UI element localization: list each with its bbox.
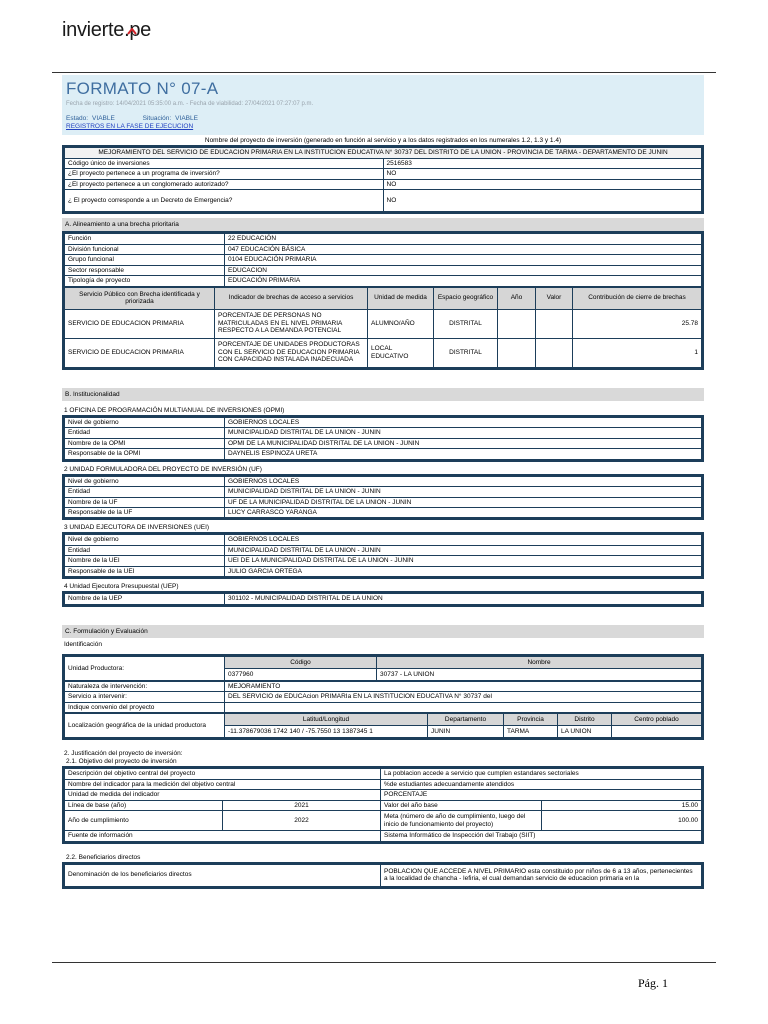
col-valor: Valor (536, 287, 573, 309)
uep-title: 4 Unidad Ejecutora Presupuestal (UEP) (64, 583, 179, 591)
cell-indicador: PORCENTAJE DE PERSONAS NO MATRICULADAS EN EL NIVEL PRIMARIA RESPECTO A LA DEMANDA POTENCIAL (215, 309, 368, 338)
field-value: UF DE LA MUNICIPALIDAD DISTRITAL DE LA UNION - JUNIN (225, 497, 702, 507)
field-label: Entidad (65, 487, 225, 497)
field-value: 047 EDUCACIÓN BÁSICA (225, 244, 702, 254)
header-rule (52, 72, 716, 73)
estado-value: VIABLE (92, 115, 115, 122)
field-value: PORCENTAJE (381, 790, 702, 800)
page-number: Pág. 1 (638, 976, 668, 990)
field-label: Indique convenio del proyecto (65, 702, 225, 712)
loc-centro-poblado (612, 726, 702, 738)
field-value: DAYNELIS ESPINOZA URETA (225, 449, 702, 459)
col-latlon: Latitud/Longitud (225, 714, 428, 726)
field-label: Entidad (65, 545, 225, 555)
field-label: Meta (número de año de cumplimiento, luego del inicio de funcionamiento del proyecto) (381, 811, 542, 831)
field-label: Unidad de medida del indicador (65, 790, 381, 800)
registration-dates: Fecha de registro: 14/04/2021 05:35:00 a.m. - Fecha de viabilidad: 27/04/2021 07:27:07 p.m. (66, 101, 314, 107)
section-b-title: B. Institucionalidad (62, 388, 704, 401)
project-name: MEJORAMIENTO DEL SERVICIO DE EDUCACION PRIMARIA EN LA INSTITUCION EDUCATIVA N° 30737 DEL DISTRITO DE LA UNION - PROVINCIA DE TARMA - DEPARTAMENTO DE JUNIN (65, 148, 702, 158)
meta-value: 100.00 (541, 811, 702, 831)
uei-table (62, 532, 704, 579)
uep-table (62, 591, 704, 606)
field-value: 22 EDUCACIÓN (225, 234, 702, 244)
loc-latlon: -11.378679036 1742 140 / -75.7550 13 1387345 1 (225, 726, 428, 738)
field-label: Grupo funcional (65, 255, 225, 265)
objetivo-title: 2.1. Objetivo del proyecto de inversión (66, 758, 177, 766)
alignment-table (62, 231, 704, 369)
col-codigo: Código (225, 656, 377, 668)
cell-unidad: LOCAL EDUCATIVO (368, 338, 434, 367)
project-table (62, 145, 704, 214)
field-label: Nombre de la UF (65, 497, 225, 507)
field-value: GOBIERNOS LOCALES (225, 476, 702, 486)
field-value: DEL SERVICIO de EDUCAcion PRIMARIa EN LA INSTITUCION EDUCATIVA N° 30737 del (225, 692, 702, 702)
identificacion-title: Identificación (64, 640, 102, 648)
field-value: LUCY CARRASCO YARANGA (225, 507, 702, 517)
field-value: 0104 EDUCACIÓN PRIMARIA (225, 255, 702, 265)
uf-title: 2 UNIDAD FORMULADORA DEL PROYECTO DE INVERSIÓN (UF) (64, 465, 262, 473)
col-provincia: Provincia (504, 714, 558, 726)
field-value: %de estudiantes adecuandamente atendidos (381, 779, 702, 789)
status-line (66, 115, 700, 122)
field-label: Naturaleza de intervención: (65, 681, 225, 691)
field-value: 2516583 (383, 158, 702, 168)
col-distrito: Distrito (558, 714, 612, 726)
field-label: División funcional (65, 244, 225, 254)
field-value: OPMI DE LA MUNICIPALIDAD DISTRITAL DE LA UNION - JUNIN (225, 438, 702, 448)
col-departamento: Departamento (428, 714, 504, 726)
col-centro-poblado: Centro poblado (612, 714, 702, 726)
estado-label: Estado: (66, 115, 89, 122)
section-a-title: A. Alineamiento a una brecha prioritaria (62, 218, 704, 231)
col-espacio: Espacio geográfico (434, 287, 498, 309)
cumplimiento-year: 2022 (223, 811, 381, 831)
field-value (225, 702, 702, 712)
cell-servicio: SERVICIO DE EDUCACION PRIMARIA (65, 338, 215, 367)
title-band (62, 75, 704, 135)
field-label: Función (65, 234, 225, 244)
field-value: MUNICIPALIDAD DISTRITAL DE LA UNION - JUNIN (225, 487, 702, 497)
field-value: EDUCACIÓN PRIMARIA (225, 276, 702, 286)
loc-departamento: JUNIN (428, 726, 504, 738)
uei-title: 3 UNIDAD EJECUTORA DE INVERSIONES (UEI) (64, 524, 210, 532)
objective-table (62, 766, 704, 843)
field-label: Responsable de la UEI (65, 566, 225, 576)
field-label: ¿El proyecto pertenece a un conglomerado autorizado? (65, 179, 384, 189)
field-value: Sistema Informático de Inspección del Trabajo (SIIT) (381, 831, 702, 841)
field-label: Sector responsable (65, 265, 225, 275)
cell-valor (536, 309, 573, 338)
cell-espacio: DISTRITAL (434, 309, 498, 338)
field-value: UEI DE LA MUNICIPALIDAD DISTRITAL DE LA UNION - JUNIN (225, 556, 702, 566)
field-value: JULIO GARCIA ORTEGA (225, 566, 702, 576)
field-value: EDUCACION (225, 265, 702, 275)
table-row (65, 309, 702, 338)
col-unidad: Unidad de medida (368, 287, 434, 309)
field-value: GOBIERNOS LOCALES (225, 417, 702, 427)
col-servicio: Servicio Público con Brecha identificada y priorizada (65, 287, 215, 309)
field-label: Nombre de la UEI (65, 556, 225, 566)
field-value: POBLACION QUE ACCEDE A NIVEL PRIMARIO esta constituido por niños de 6 a 13 años, pertenecientes a la localidad de chancha - lefiria, el cual demandan servicio de educacion primaria en la (381, 864, 702, 886)
table-row (65, 338, 702, 367)
cell-anio (498, 309, 536, 338)
col-anio: Año (498, 287, 536, 309)
field-value: La poblacion accede a servicio que cumplen estandares sectoriales (381, 769, 702, 779)
cell-unidad: ALUMNO/AÑO (368, 309, 434, 338)
field-label: Nivel de gobierno (65, 476, 225, 486)
uf-table (62, 474, 704, 521)
col-nombre: Nombre (377, 656, 702, 668)
field-label: Responsable de la OPMI (65, 449, 225, 459)
col-indicador: Indicador de brechas de acceso a servicios (215, 287, 368, 309)
field-label: Entidad (65, 428, 225, 438)
opmi-table (62, 415, 704, 462)
justificacion-title: 2. Justificación del proyecto de inversión: (64, 750, 183, 758)
field-value: MUNICIPALIDAD DISTRITAL DE LA UNION - JUNIN (225, 428, 702, 438)
cell-servicio: SERVICIO DE EDUCACION PRIMARIA (65, 309, 215, 338)
logo-text: invierte.pe (62, 19, 151, 41)
form-title: FORMATO N° 07-A (66, 79, 219, 98)
field-label: Año de cumplimiento (65, 811, 223, 831)
field-label: ¿El proyecto pertenece a un programa de inversión? (65, 169, 384, 179)
field-label: ¿ El proyecto corresponde a un Decreto de Emergencia? (65, 190, 384, 212)
footer-rule (52, 962, 716, 963)
cell-indicador: PORCENTAJE DE UNIDADES PRODUCTORAS CON EL SERVICIO DE EDUCACION PRIMARIA CON CAPACIDAD INSTALADA INADECUADA (215, 338, 368, 367)
situacion-value: VIABLE (175, 115, 198, 122)
cell-espacio: DISTRITAL (434, 338, 498, 367)
unidad-productora-label: Unidad Productora: (65, 656, 225, 680)
field-value: MUNICIPALIDAD DISTRITAL DE LA UNION - JUNIN (225, 545, 702, 555)
field-value: 301102 - MUNICIPALIDAD DISTRITAL DE LA UNION (225, 594, 702, 604)
field-value: GOBIERNOS LOCALES (225, 535, 702, 545)
col-contribucion: Contribución de cierre de brechas (573, 287, 702, 309)
form-page (62, 75, 704, 889)
identification-table (62, 654, 704, 740)
field-label: Tipología de proyecto (65, 276, 225, 286)
up-nombre: 30737 - LA UNION (377, 668, 702, 680)
invierte-pe-logo (62, 19, 151, 45)
opmi-title: 1 OFICINA DE PROGRAMACIÓN MULTIANUAL DE INVERSIONES (OPMI) (64, 406, 285, 414)
field-label: Denominación de los beneficiarios directos (65, 864, 381, 886)
cell-contribucion: 25.78 (573, 309, 702, 338)
beneficiarios-title: 2.2. Beneficiarios directos (66, 853, 141, 861)
field-value: NO (383, 169, 702, 179)
beneficiaries-table (62, 862, 704, 889)
field-label: Fuente de información (65, 831, 381, 841)
project-name-caption: Nombre del proyecto de inversión (generado en función al servicio y a los datos registrados en los numerales 1.2, 1.3 y 1.4) (204, 137, 562, 144)
execution-phase-link[interactable]: REGISTROS EN LA FASE DE EJECUCION (66, 123, 194, 130)
up-codigo: 0377960 (225, 668, 377, 680)
field-label: Nivel de gobierno (65, 535, 225, 545)
linea-base-year: 2021 (223, 800, 381, 810)
situacion-label: Situación: (142, 115, 172, 122)
field-label: Nombre de la OPMI (65, 438, 225, 448)
field-label: Línea de base (año) (65, 800, 223, 810)
field-label: Nombre del indicador para la medición del objetivo central (65, 779, 381, 789)
logo-arrow-icon (126, 28, 138, 42)
cell-valor (536, 338, 573, 367)
field-label: Valor del año base (381, 800, 542, 810)
field-label: Código único de inversiones (65, 158, 384, 168)
valor-base: 15.00 (541, 800, 702, 810)
field-value: NO (383, 190, 702, 212)
loc-distrito: LA UNION (558, 726, 612, 738)
cell-contribucion: 1 (573, 338, 702, 367)
field-label: Nivel de gobierno (65, 417, 225, 427)
field-label: Servicio a intervenir: (65, 692, 225, 702)
field-value: NO (383, 179, 702, 189)
cell-anio (498, 338, 536, 367)
loc-provincia: TARMA (504, 726, 558, 738)
section-c-title: C. Formulación y Evaluación (62, 625, 704, 638)
field-label: Descripción del objetivo central del proyecto (65, 769, 381, 779)
field-value: MEJORAMIENTO (225, 681, 702, 691)
localizacion-label: Localización geográfica de la unidad productora (65, 714, 225, 738)
field-label: Nombre de la UEP (65, 594, 225, 604)
field-label: Responsable de la UF (65, 507, 225, 517)
